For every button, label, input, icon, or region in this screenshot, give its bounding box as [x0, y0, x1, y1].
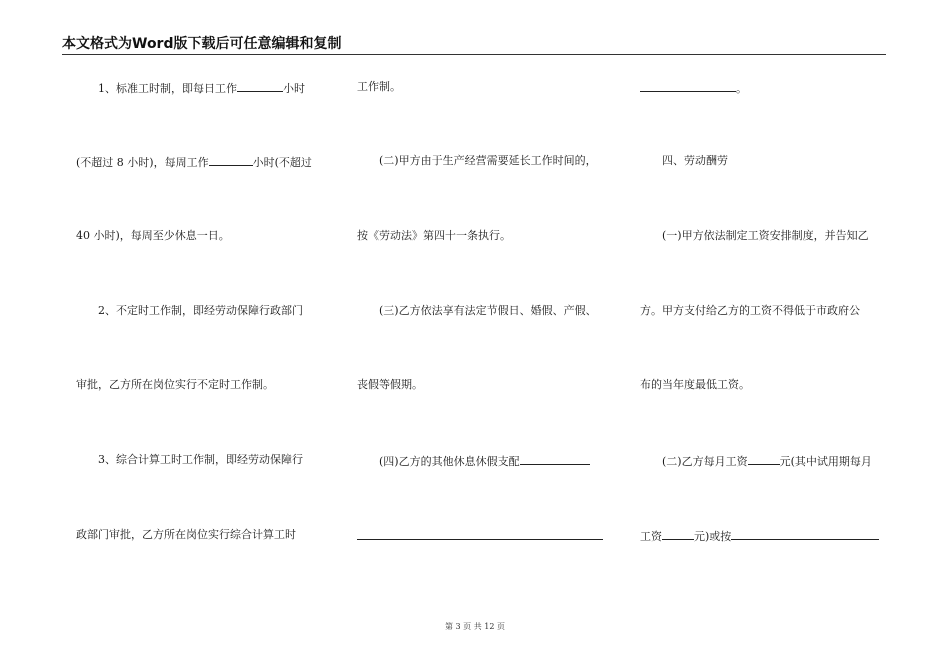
- text-segment: 元(其中试用期每月: [779, 455, 872, 468]
- page-number: 第 3 页 共 12 页: [445, 622, 505, 631]
- text-line: [357, 229, 511, 243]
- text-line: [76, 528, 296, 542]
- text-line: [357, 453, 590, 469]
- text-column-2: [357, 0, 613, 672]
- text-segment: 1、标准工时制，即每日工作: [98, 82, 237, 95]
- text-segment: 丧假等假期。: [357, 378, 423, 391]
- text-segment: 3、综合计算工时工作制，即经劳动保障行: [98, 453, 303, 466]
- text-line: [76, 378, 274, 392]
- text-line: [357, 304, 597, 318]
- text-segment: 小时: [283, 82, 305, 95]
- text-line: [640, 378, 750, 392]
- text-segment: 。: [736, 82, 747, 95]
- fill-in-blank: [731, 528, 879, 540]
- text-segment: 政部门审批，乙方所在岗位实行综合计算工时: [76, 528, 296, 541]
- fill-in-blank: [640, 80, 736, 92]
- header-title: 本文格式为Word版下载后可任意编辑和复制: [62, 36, 342, 52]
- text-line: [357, 80, 401, 94]
- text-segment: (四)乙方的其他休息休假支配: [379, 455, 520, 468]
- text-line: [357, 378, 423, 392]
- text-segment: (一)甲方依法制定工资安排制度，并告知乙: [662, 229, 869, 242]
- text-line: [640, 304, 860, 318]
- text-segment: (二)甲方由于生产经营需要延长工作时间的，: [379, 154, 597, 167]
- text-line: [76, 453, 303, 467]
- text-segment: 工作制。: [357, 80, 401, 93]
- text-segment: (二)乙方每月工资: [662, 455, 748, 468]
- text-line: [640, 154, 728, 168]
- fill-in-blank: [520, 453, 590, 465]
- text-line: [640, 453, 872, 469]
- fill-in-blank: [237, 80, 283, 92]
- text-segment: 方。甲方支付给乙方的工资不得低于市政府公: [640, 304, 860, 317]
- text-column-1: [76, 0, 326, 672]
- text-line: [357, 154, 597, 168]
- text-column-3: [640, 0, 890, 672]
- text-segment: 审批，乙方所在岗位实行不定时工作制。: [76, 378, 274, 391]
- text-segment: (三)乙方依法享有法定节假日、婚假、产假、: [379, 304, 597, 317]
- text-line: [76, 304, 303, 318]
- text-line: [640, 229, 869, 243]
- text-line: [76, 154, 312, 170]
- text-segment: (不超过 8 小时)，每周工作: [76, 156, 209, 169]
- text-segment: 按《劳动法》第四十一条执行。: [357, 229, 511, 242]
- fill-in-blank: [748, 453, 780, 465]
- text-segment: 元)或按: [694, 530, 732, 543]
- text-line: [76, 80, 305, 96]
- text-segment: 小时(不超过: [252, 156, 312, 169]
- text-line: [640, 528, 879, 544]
- text-segment: 工资: [640, 530, 662, 543]
- fill-in-blank: [357, 528, 603, 540]
- text-line: [357, 528, 603, 544]
- fill-in-blank: [209, 154, 253, 166]
- text-segment: 2、不定时工作制，即经劳动保障行政部门: [98, 304, 303, 317]
- text-segment: 布的当年度最低工资。: [640, 378, 750, 391]
- text-segment: 四、劳动酬劳: [662, 154, 728, 167]
- text-line: [640, 80, 747, 96]
- text-line: [76, 229, 230, 243]
- text-segment: 40 小时)，每周至少休息一日。: [76, 229, 230, 242]
- fill-in-blank: [662, 528, 694, 540]
